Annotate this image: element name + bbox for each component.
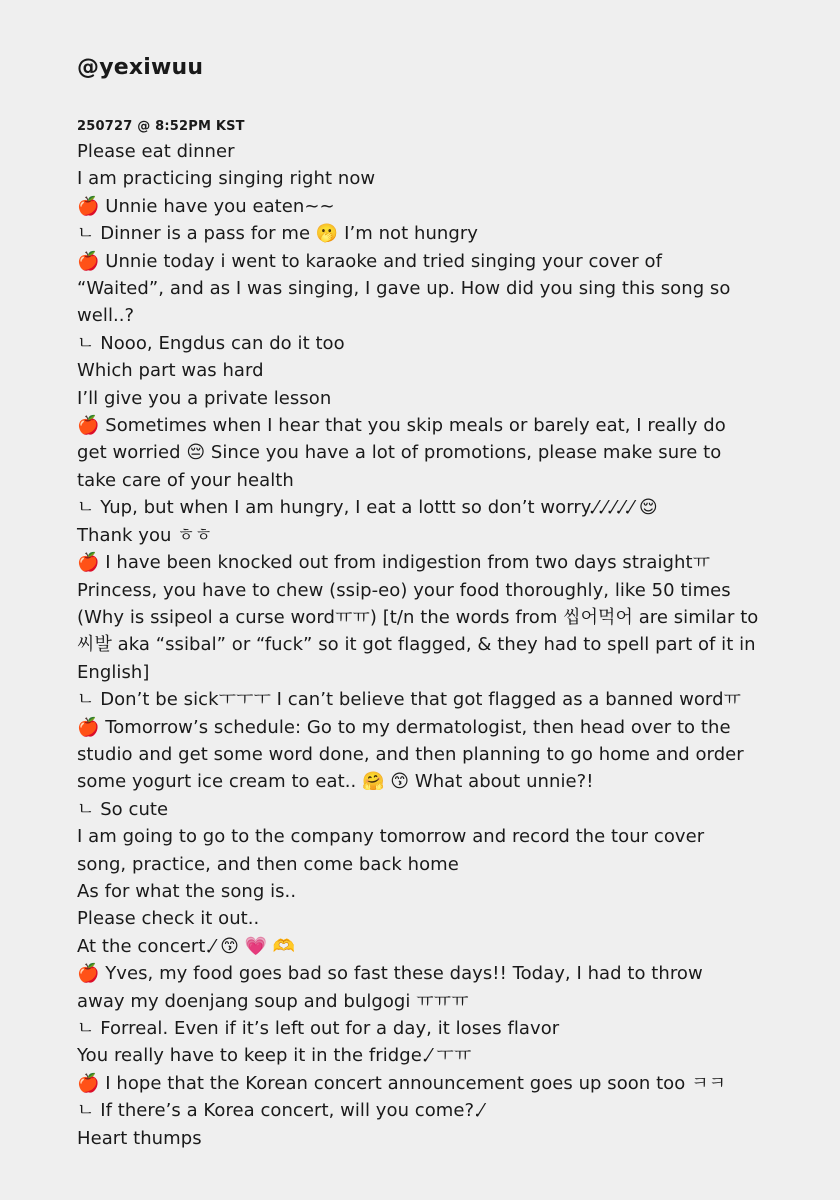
message-line: I am practicing singing right now — [77, 168, 376, 190]
message-line: take care of your health — [77, 469, 294, 491]
message-line: Thank you ㅎㅎ — [77, 524, 213, 546]
message-line: Please eat dinner — [77, 141, 235, 162]
message-lines — [77, 138, 780, 1152]
account-handle: @yexiwuu — [77, 55, 204, 80]
message-line: At the concert.⁄ 😙 💗 🫶 — [77, 935, 296, 957]
message-line: ㄴ Forreal. Even if it’s left out for a day, it loses flavor — [77, 1018, 560, 1039]
message-line: Princess, you have to chew (ssip-eo) your food thoroughly, like 50 times — [77, 579, 731, 601]
message-line: 🍎 Unnie have you eaten~~ — [77, 195, 335, 217]
message-line: ㄴ Don’t be sickㅜㅜㅜ I can’t believe that got flagged as a banned wordㅠ — [77, 689, 741, 711]
message-line: Heart thumps — [77, 1127, 202, 1149]
message-line: ㄴ Dinner is a pass for me 🫢 I’m not hungry — [77, 223, 478, 245]
message-line: I am going to go to the company tomorrow and record the tour cover — [77, 826, 705, 848]
message-line: 🍎 Unnie today i went to karaoke and tried singing your cover of — [77, 250, 662, 272]
message-line: some yogurt ice cream to eat.. 🤗 😙 What about unnie?! — [77, 771, 594, 793]
message-line: ㄴ Yup, but when I am hungry, I eat a lottt so don’t worry.⁄.⁄.⁄.⁄.⁄ 😌 — [77, 497, 658, 519]
message-line: well..? — [77, 305, 135, 327]
message-line: 🍎 I hope that the Korean concert announcement goes up soon too ㅋㅋ — [77, 1072, 726, 1094]
post-timestamp: 250727 @ 8:52PM KST — [77, 119, 245, 134]
message-line: 씨발 aka “ssibal” or “fuck” so it got flagged, & they had to spell part of it in — [77, 634, 756, 656]
message-line: Please check it out.. — [77, 908, 260, 930]
message-line: ㄴ If there’s a Korea concert, will you come?.⁄ — [77, 1100, 483, 1122]
message-line: As for what the song is.. — [77, 880, 297, 902]
message-line: song, practice, and then come back home — [77, 853, 459, 875]
message-line: Which part was hard — [77, 360, 264, 382]
message-line: I’ll give you a private lesson — [77, 387, 332, 409]
message-line: ㄴ Nooo, Engdus can do it too — [77, 332, 345, 354]
message-line: English] — [77, 661, 150, 683]
message-line: “Waited”, and as I was singing, I gave up. How did you sing this song so — [77, 278, 731, 300]
message-line: away my doenjang soup and bulgogi ㅠㅠㅠ — [77, 990, 469, 1012]
message-line: 🍎 Yves, my food goes bad so fast these days!! Today, I had to throw — [77, 963, 703, 985]
message-line: studio and get some word done, and then planning to go home and order — [77, 743, 744, 765]
message-line: get worried 😔 Since you have a lot of promotions, please make sure to — [77, 442, 722, 464]
message-line: ㄴ So cute — [77, 798, 169, 820]
message-line: (Why is ssipeol a curse wordㅠㅠ) [t/n the words from 씹어먹어 are similar to — [77, 606, 759, 628]
message-line: 🍎 I have been knocked out from indigestion from two days straightㅠ — [77, 552, 711, 574]
message-line: You really have to keep it in the fridge.⁄ ㅜㅠ — [77, 1045, 472, 1067]
message-line: 🍎 Sometimes when I hear that you skip meals or barely eat, I really do — [77, 415, 726, 437]
message-line: 🍎 Tomorrow’s schedule: Go to my dermatologist, then head over to the — [77, 716, 731, 738]
